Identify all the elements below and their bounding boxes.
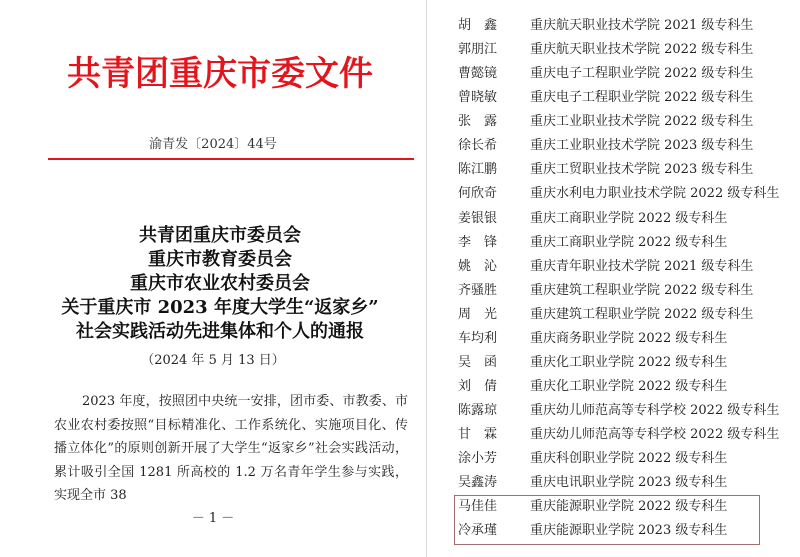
student-name: 陈江鹏 [458, 162, 498, 178]
school-info: 重庆水利电力职业技术学院 2022 级专科生 [530, 186, 780, 202]
student-name: 吴鑫涛 [458, 475, 498, 491]
student-name: 姚 沁 [458, 258, 498, 274]
student-name: 齐骚胜 [458, 282, 498, 298]
body-text: 2023 年度，按照团中央统一安排，团市委、市教委、市农业农村委按照“目标精准化、工作系统化、实施项目化、传播立体化”的原则创新开展了大学生“返家乡”社会实践活动，累计吸引全国 1281 所高校的 1.2 万名青年学生参与实践，实现全市 38 [54, 394, 408, 503]
red-divider-line [48, 158, 414, 160]
school-info: 重庆航天职业技术学院 2021 级专科生 [530, 18, 754, 33]
right-page [427, 0, 800, 557]
student-name: 徐长希 [458, 138, 498, 154]
student-name: 车均利 [458, 330, 498, 346]
school-info: 重庆幼儿师范高等专科学校 2022 级专科生 [530, 427, 780, 443]
school-info: 重庆航天职业技术学院 2022 级专科生 [530, 42, 754, 58]
school-info: 重庆商务职业学院 2022 级专科生 [530, 330, 728, 346]
student-name: 吴 函 [458, 354, 498, 370]
student-name: 马佳佳 [458, 499, 498, 515]
title-line: 共青团重庆市委员会 [139, 225, 301, 246]
school-info: 重庆工商职业学院 2022 级专科生 [530, 210, 728, 226]
school-info: 重庆能源职业学院 2022 级专科生 [530, 499, 728, 515]
notice-title [40, 224, 400, 344]
school-info: 重庆工贸职业技术学院 2023 级专科生 [530, 162, 754, 178]
title-line: 重庆市教育委员会 [148, 249, 292, 270]
highlight-box [454, 495, 760, 545]
student-name: 张 露 [458, 114, 498, 130]
school-info: 重庆工商职业学院 2022 级专科生 [530, 234, 728, 250]
document-header: 共青团重庆市委文件 [67, 54, 373, 94]
title-line: 关于重庆市 2023 年度大学生“返家乡” [61, 297, 379, 318]
student-name: 姜银银 [458, 210, 498, 226]
title-line: 重庆市农业农村委员会 [130, 273, 310, 294]
body-paragraph [54, 390, 408, 508]
document-number: 渝青发〔2024〕44号 [149, 137, 277, 152]
student-name: 何欣奇 [458, 186, 498, 202]
student-name: 涂小芳 [458, 451, 498, 467]
student-name: 李 锋 [458, 234, 498, 250]
school-info: 重庆电子工程职业学院 2022 级专科生 [530, 66, 754, 82]
student-name: 曾晓敏 [458, 90, 498, 106]
school-info: 重庆化工职业学院 2022 级专科生 [530, 354, 728, 370]
school-info: 重庆化工职业学院 2022 级专科生 [530, 379, 728, 395]
title-line: 社会实践活动先进集体和个人的通报 [76, 321, 364, 342]
school-info: 重庆建筑工程职业学院 2022 级专科生 [530, 306, 754, 322]
student-name: 陈露琼 [458, 403, 498, 419]
school-info: 重庆能源职业学院 2023 级专科生 [530, 523, 728, 539]
student-name: 刘 倩 [458, 379, 498, 395]
student-name: 曹懿镜 [458, 66, 498, 82]
student-name: 冷承瑾 [458, 523, 498, 539]
student-name: 周 光 [458, 306, 498, 322]
page-number: － 1 － [191, 511, 235, 526]
school-info: 重庆青年职业技术学院 2021 级专科生 [530, 258, 754, 274]
school-info: 重庆电讯职业学院 2023 级专科生 [530, 475, 728, 491]
school-info: 重庆建筑工程职业学院 2022 级专科生 [530, 282, 754, 298]
school-info: 重庆科创职业学院 2022 级专科生 [530, 451, 728, 467]
school-info: 重庆工业职业技术学院 2023 级专科生 [530, 138, 754, 154]
school-info: 重庆幼儿师范高等专科学校 2022 级专科生 [530, 403, 780, 419]
school-info: 重庆工业职业技术学院 2022 级专科生 [530, 114, 754, 130]
student-name: 郭朋江 [458, 42, 498, 58]
student-name: 胡 鑫 [458, 18, 498, 33]
student-name: 甘 霖 [458, 427, 498, 443]
school-info: 重庆电子工程职业学院 2022 级专科生 [530, 90, 754, 106]
notice-date: （2024 年 5 月 13 日） [141, 353, 285, 368]
